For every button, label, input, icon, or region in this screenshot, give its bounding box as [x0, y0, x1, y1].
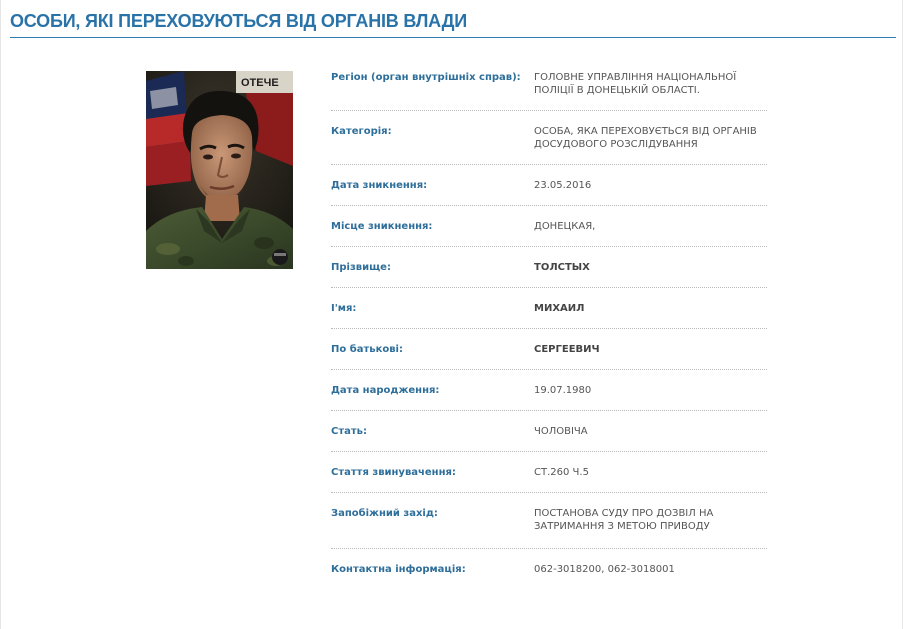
details-value: 19.07.1980 [534, 385, 592, 396]
details-row-preventive-measure [331, 493, 767, 549]
details-value: ПОСТАНОВА СУДУ ПРО ДОЗВІЛ НА ЗАТРИМАННЯ З МЕТОЮ ПРИВОДУ [534, 508, 714, 532]
details-value: ОСОБА, ЯКА ПЕРЕХОВУЄТЬСЯ ВІД ОРГАНІВ ДОСУДОВОГО РОЗСЛІДУВАННЯ [534, 126, 757, 150]
details-label: Прізвище: [331, 262, 391, 273]
details-value: СТ.260 Ч.5 [534, 467, 589, 478]
page-title: ОСОБИ, ЯКІ ПЕРЕХОВУЮТЬСЯ ВІД ОРГАНІВ ВЛАДИ [10, 11, 468, 31]
details-row-birth-date [331, 370, 767, 411]
details-label: Місце зникнення: [331, 221, 433, 232]
details-label: І'мя: [331, 303, 357, 314]
svg-text:ОТЕЧЕ: ОТЕЧЕ [241, 77, 279, 89]
details-row-region [331, 70, 767, 111]
details-label: Запобіжний захід: [331, 508, 438, 519]
details-label: Стаття звинувачення: [331, 467, 456, 478]
details-value: 23.05.2016 [534, 180, 592, 191]
details-row-patronymic [331, 329, 767, 370]
details-row-disappearance-date [331, 165, 767, 206]
details-row-sex [331, 411, 767, 452]
details-label: Регіон (орган внутрішніх справ): [331, 72, 521, 83]
details-value: ТОЛСТЫХ [534, 262, 590, 273]
details-row-disappearance-place [331, 206, 767, 247]
details-value: СЕРГЕЕВИЧ [534, 344, 600, 355]
details-row-first-name [331, 288, 767, 329]
details-label: Дата народження: [331, 385, 440, 396]
details-label: Дата зникнення: [331, 180, 428, 191]
person-photo [146, 71, 293, 269]
details-row-category [331, 111, 767, 165]
person-details [331, 70, 767, 579]
person-photo-image [146, 71, 293, 269]
details-label: Стать: [331, 426, 368, 437]
details-value: МИХАИЛ [534, 303, 585, 314]
details-label: Контактна інформація: [331, 564, 466, 575]
details-value: ЧОЛОВІЧА [534, 426, 588, 437]
page-header [10, 10, 896, 38]
details-value: ДОНЕЦКАЯ, [534, 221, 596, 232]
details-value: 062-3018200, 062-3018001 [534, 564, 675, 575]
details-row-charge-article [331, 452, 767, 493]
details-row-contact-info [331, 549, 767, 579]
details-label: Категорія: [331, 126, 392, 137]
details-value: ГОЛОВНЕ УПРАВЛІННЯ НАЦІОНАЛЬНОЇ ПОЛІЦІЇ В ДОНЕЦЬКІЙ ОБЛАСТІ. [534, 72, 737, 96]
details-row-surname [331, 247, 767, 288]
details-label: По батькові: [331, 344, 403, 355]
